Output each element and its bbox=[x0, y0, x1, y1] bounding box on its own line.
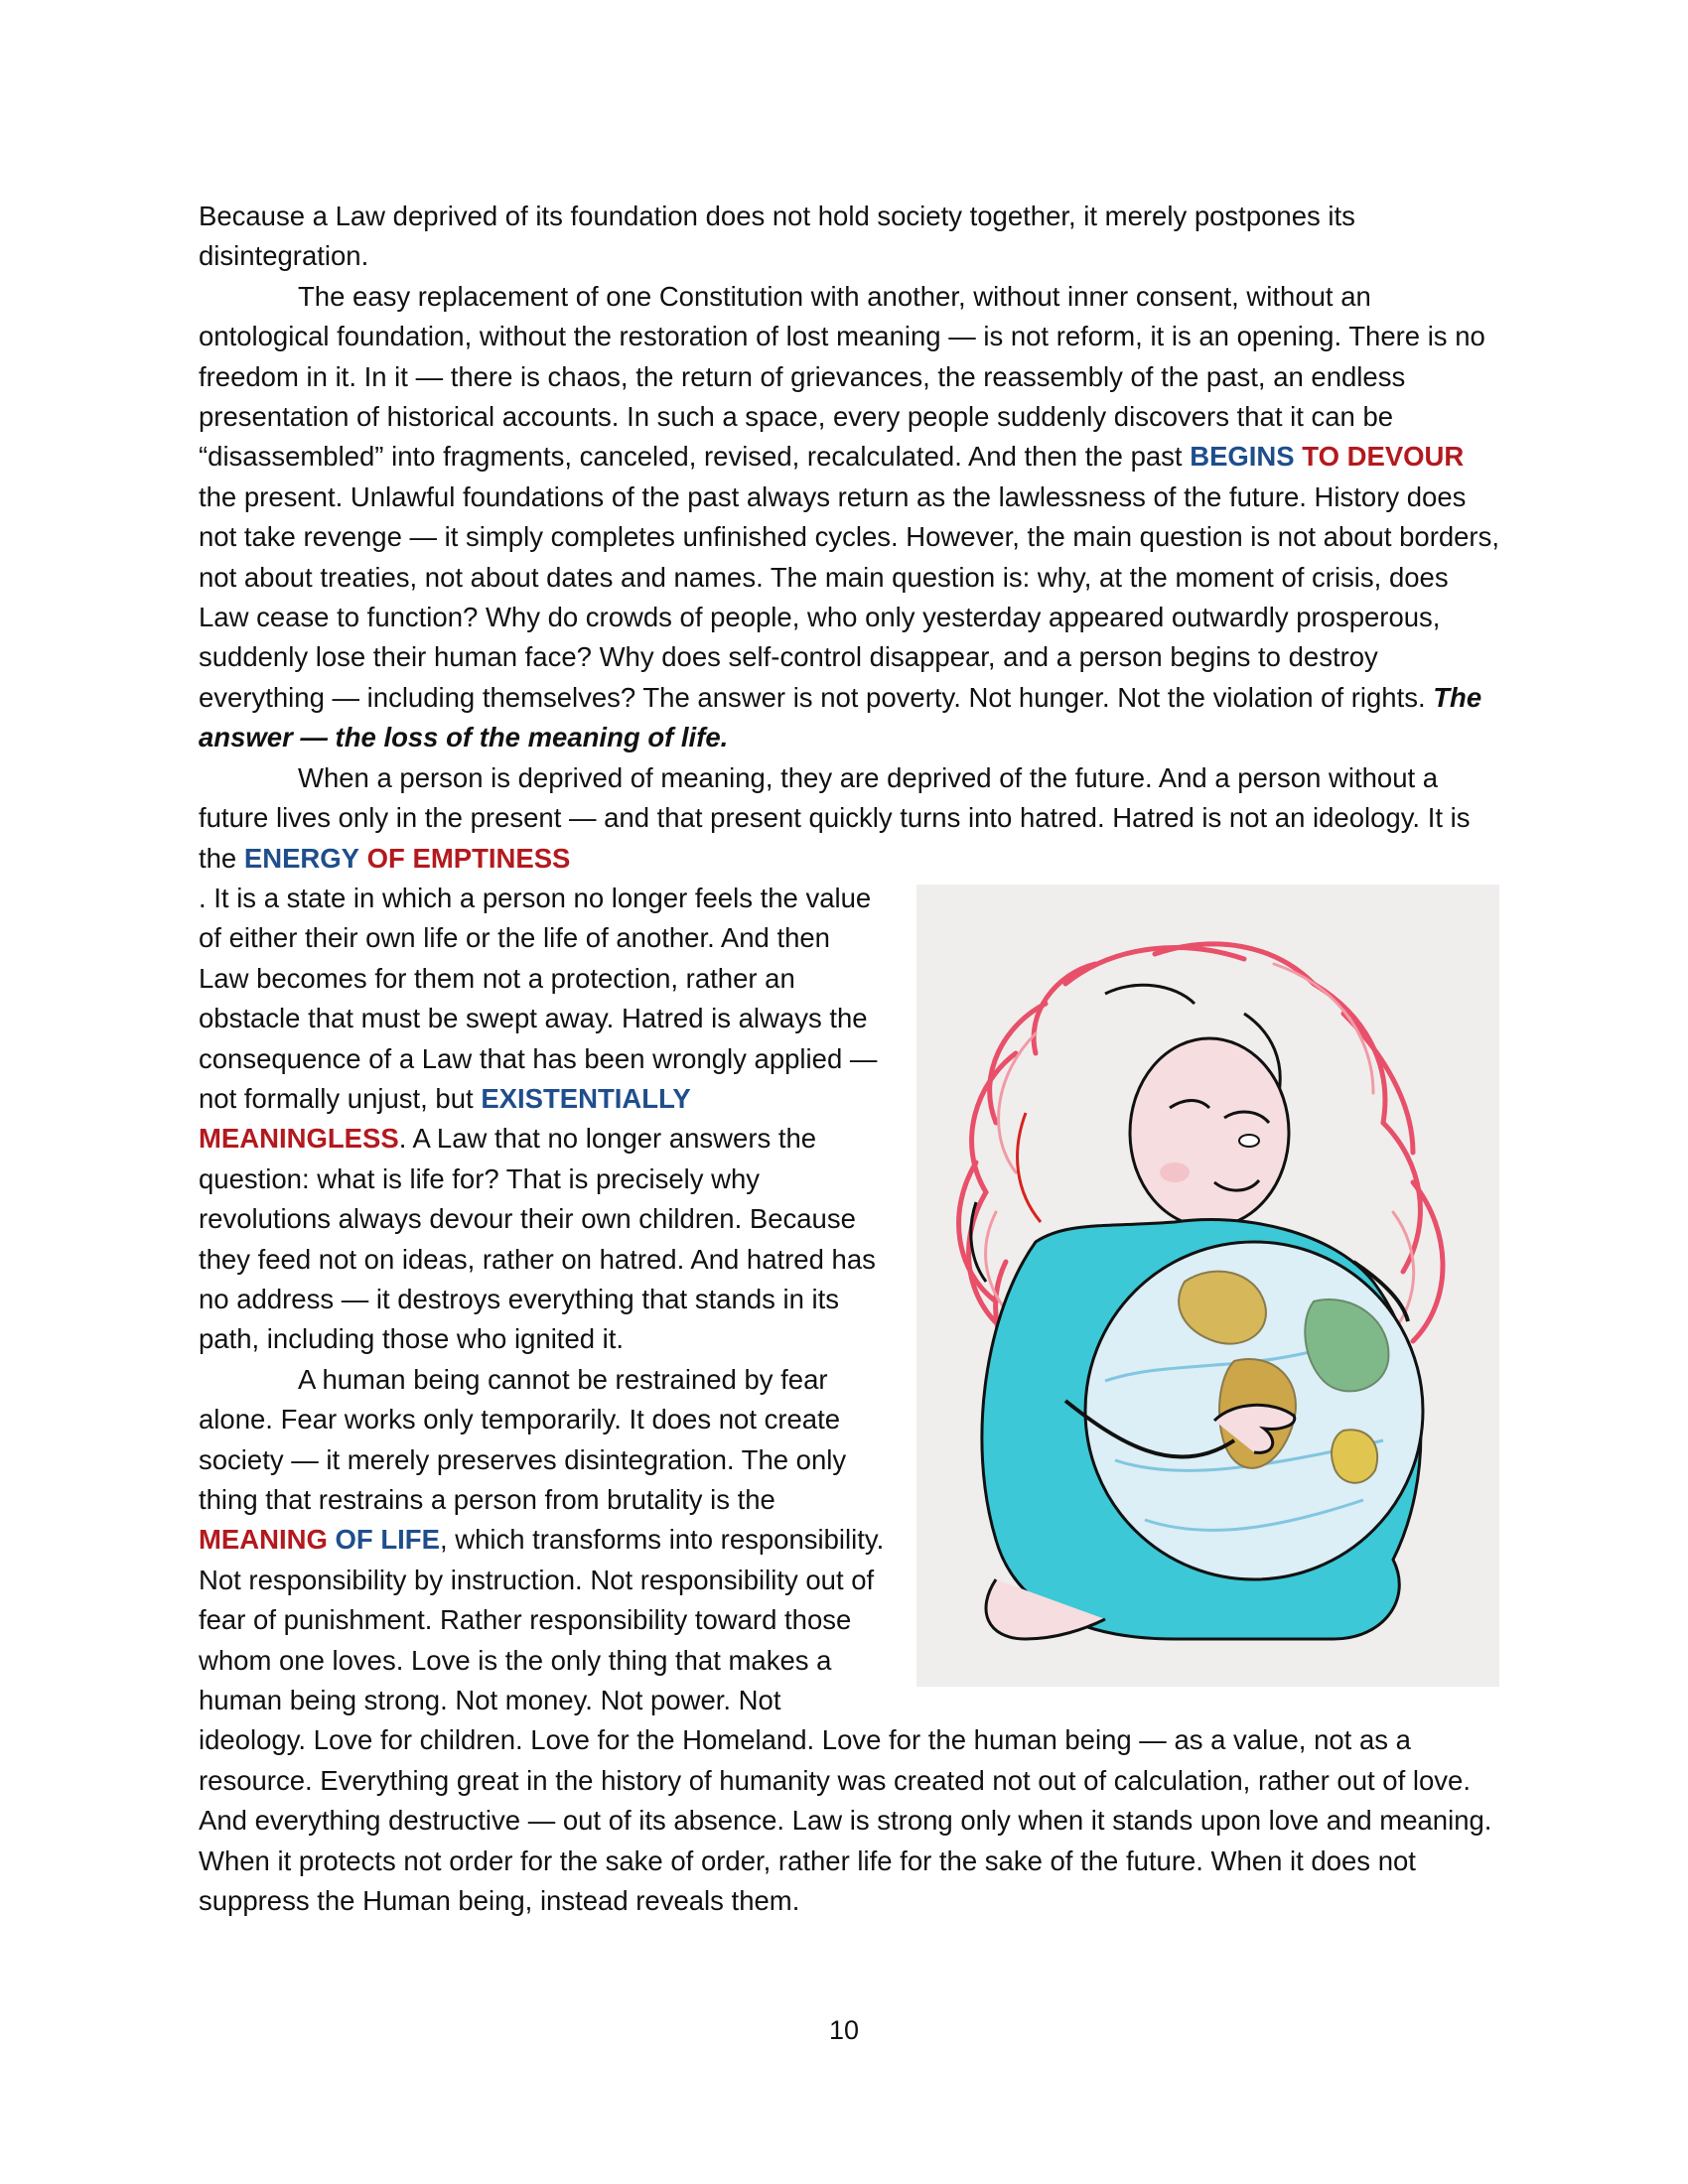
paragraph-2 bbox=[199, 277, 1499, 758]
paragraph-3-text-b: . It is a state in which a person no longer feels the value of either their own life or the life of another. And then Law becomes for them not a protection, rather an obstacle that must be swept away. Hatred is always the consequence of a Law that has been wrongly applied — not formally unjust, but bbox=[199, 882, 878, 1114]
page-number: 10 bbox=[828, 2015, 860, 2045]
paragraph-4-text-a: A human being cannot be restrained by fear alone. Fear works only temporarily. It does not create society — it merely preserves disintegration. The only thing that restrains a person from brutality is the bbox=[199, 1363, 847, 1515]
highlight-to-devour: TO DEVOUR bbox=[1302, 441, 1465, 473]
paragraph-3-text-a: When a person is deprived of meaning, they are deprived of the future. And a person without a future lives only in the present — and that present quickly turns into hatred. Hatred is not an ideology. It is the bbox=[199, 761, 1471, 874]
paragraph-3-text-c: . A Law that no longer answers the question: what is life for? That is precisely why revolutions always devour their own children. Because they feed not on ideas, rather on hatred. And hatred has no address — it destroys everything that stands in its path, including those who ignited it. bbox=[199, 1123, 876, 1355]
highlight-existentially: EXISTENTIALLY bbox=[481, 1082, 691, 1114]
paragraph-4-text-b: , which transforms into responsibility. Not responsibility by instruction. Not responsibility out of fear of punishment. Rather responsibility toward those whom one loves. Love is the only thing that makes a human being strong. Not money. Not power. Not ideology. Love for children. Love for the Homeland. Love for the human being — as a value, not as a resource. Everything great in the history of humanity was created not out of calculation, rather out of love. And everything destructive — out of its absence. Law is strong only when it stands upon love and meaning. When it protects not order for the sake of order, rather life for the sake of the future. When it does not suppress the Human being, instead reveals them. bbox=[199, 1524, 1492, 1917]
emphasis-answer: The answer — the loss of the meaning of life. bbox=[199, 681, 1482, 753]
highlight-of-emptiness: OF EMPTINESS bbox=[366, 842, 571, 874]
highlight-energy: ENERGY bbox=[243, 842, 360, 874]
paragraph-2-text-a: The easy replacement of one Constitution with another, without inner consent, without an ontological foundation, without the restoration of lost meaning — is not reform, it is an opening. There is no freedom in it. In it — there is chaos, the return of grievances, the reassembly of the past, an endless presentation of historical accounts. In such a space, every people suddenly discovers that it can be “disassembled” into fragments, canceled, revised, recalculated. And then the past bbox=[199, 280, 1485, 473]
document-page bbox=[199, 197, 1499, 1921]
paragraph-1: Because a Law deprived of its foundation does not hold society together, it merely postpones its disintegration. bbox=[199, 201, 1355, 272]
highlight-meaningless: MEANINGLESS bbox=[199, 1123, 399, 1155]
illustration-drawing bbox=[916, 885, 1499, 1687]
illustration-woman-hugging-globe bbox=[916, 885, 1499, 1687]
paragraph-3 bbox=[199, 758, 1499, 879]
highlight-begins: BEGINS bbox=[1190, 441, 1295, 473]
highlight-meaning: MEANING bbox=[199, 1524, 328, 1556]
highlight-of-life: OF LIFE bbox=[335, 1524, 440, 1556]
paragraph-2-text-b: the present. Unlawful foundations of the past always return as the lawlessness of the future. History does not take revenge — it simply completes unfinished cycles. However, the main question is not about borders, not about treaties, not about dates and names. The main question is: why, at the moment of crisis, does Law cease to function? Why do crowds of people, who only yesterday appeared outwardly prosperous, suddenly lose their human face? Why does self-control disappear, and a person begins to destroy everything — including themselves? The answer is not poverty. Not hunger. Not the violation of rights. bbox=[199, 480, 1499, 713]
